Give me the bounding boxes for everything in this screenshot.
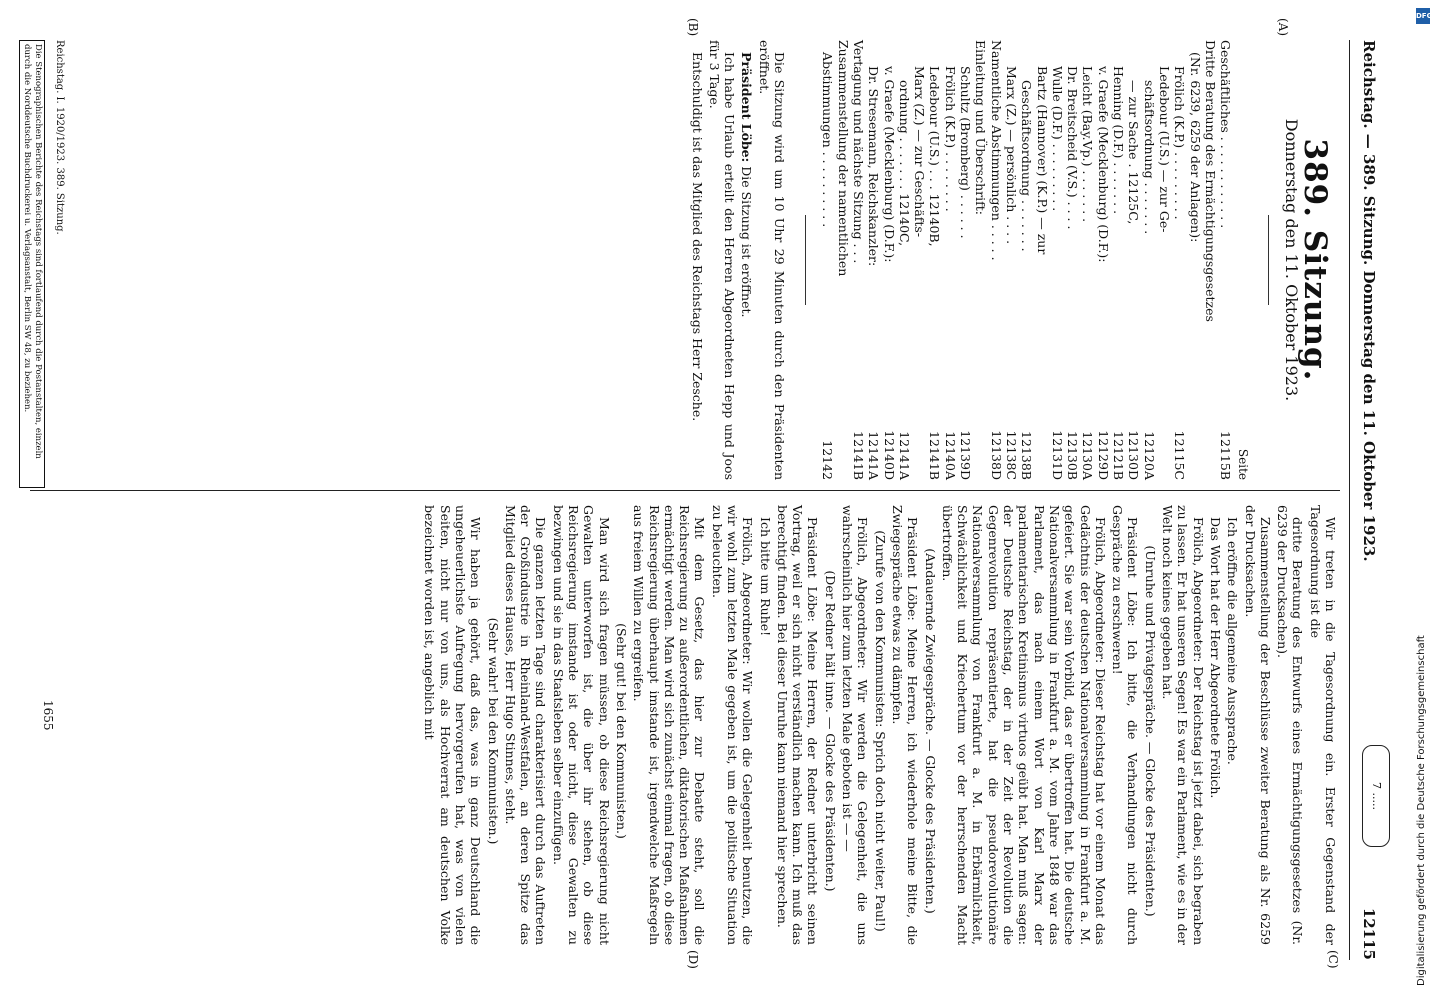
footer-notice: Die Stenographischen Berichte des Reichstags sind fortlaufend durch die Postanstalten, einzeln durch die Norddeutsche Buchdruckerei u. Verlagsanstalt, Berlin SW 48, zu beziehen.	[19, 40, 45, 488]
toc-page-ref: 12138C	[1003, 430, 1019, 480]
toc-page-ref: 12142	[820, 440, 836, 480]
toc-row	[958, 40, 973, 480]
toc-row	[1065, 40, 1080, 480]
toc-page-ref: 12130A	[1080, 431, 1096, 480]
speech-paragraph: Präsident Löbe: Ich bitte, die Verhandlungen nicht durch Gespräche zu erschweren!	[1110, 505, 1141, 945]
toc-page-ref: 12141A	[866, 431, 882, 480]
toc-page-ref: 12130B	[1065, 431, 1081, 480]
seite-label: Seite	[1236, 448, 1251, 480]
toc-entry: Dr. Breitscheid (V.S.) . . . .	[1065, 66, 1081, 230]
toc-entry: v. Graefe (Mecklenburg) (D.F.):	[881, 66, 897, 263]
left-column	[687, 40, 1333, 480]
digitization-notice	[1405, 8, 1434, 998]
speech-paragraph: Wir haben ja gehört, daß das, was in ganz Deutschland die ungeheuerlichste Aufregung hervorgerufen hat, was von vielen Seiten, nicht nur von uns, als Hochverrat am deutschen Volke bezeichnet worden ist, angeblich mit	[422, 505, 484, 945]
bottom-page-number: 1655	[41, 700, 55, 731]
toc-entry: Marx (Z.) — zur Geschäfts-	[912, 66, 928, 238]
toc-page-ref: 12121B	[1111, 431, 1127, 480]
header-left: Reichstag. — 389. Sitzung. Donnerstag den 11. Oktober 1923.	[1360, 40, 1378, 562]
toc-page-ref: 12141A	[896, 431, 912, 480]
toc-entry: Frölich (K.P.) . . . . . . . . .	[1172, 66, 1188, 220]
toc-row	[866, 40, 881, 480]
margin-marker-a: (A)	[1276, 18, 1290, 37]
toc-entry: Geschäftsordnung . . . . . . .	[1019, 80, 1035, 252]
toc-entry: Vertagung und nächste Sitzung . . .	[850, 40, 866, 264]
toc-entry: Zusammenstellung der namentlichen	[835, 40, 851, 277]
toc-page-ref: 12138B	[1019, 431, 1035, 480]
margin-marker-c: (C)	[1326, 950, 1340, 969]
toc-page-ref: 12141B	[927, 431, 943, 480]
toc-row	[973, 40, 988, 480]
digitization-text: Digitalisierung gefördert durch die Deutsche Forschungsgemeinschaft	[1416, 635, 1427, 986]
header-page-number: 12115	[1360, 907, 1378, 960]
header-rule	[1349, 40, 1350, 960]
toc-row	[1141, 40, 1156, 480]
toc-row	[835, 40, 850, 480]
speech-paragraph: Ich bitte um Ruhe!	[757, 517, 773, 637]
toc-entry: Einleitung und Überschrift:	[973, 40, 989, 215]
toc-page-ref: 12115C	[1172, 430, 1188, 480]
toc-entry: ordnung . . . . . . . 12140C,	[896, 80, 912, 247]
speech-paragraph: Frölich, Abgeordneter: Wir werden die Gelegenheit, die uns wahrscheinlich hier zum letzten Male geboten ist — —	[840, 505, 871, 945]
toc-row	[1095, 40, 1110, 480]
toc-entry: (Nr. 6239, 6259 der Anlagen):	[1187, 52, 1203, 243]
toc-entry: Henning (D.F.) . . . . . . .	[1111, 66, 1127, 215]
opening-paragraph: Die Sitzung wird um 10 Uhr 29 Minuten durch den Präsidenten eröffnet.	[756, 40, 788, 480]
toc-row	[1203, 40, 1218, 480]
speech-paragraph: Mit dem Gesetz, das hier zur Debatte steht, soll die Reichsregierung zu außerordentlichen, diktatorischen Maßnahmen ermächtigt werden. Man wird sich zunächst einmal fragen, ob diese Reichsregierung überhaupt imstande ist, irgendwelche Maßregeln aus freiem Willen zu ergreifen.	[631, 505, 708, 945]
toc-page-ref: 12115B	[1218, 431, 1234, 480]
speech-paragraph: Die ganzen letzten Tage sind charakterisiert durch das Auftreten der Großindustrie in Rheinland-Westfalen, an deren Spitze das Mitglied dieses Hauses, Herr Hugo Stinnes, steht.	[502, 505, 549, 945]
toc-row	[927, 40, 942, 480]
margin-marker-b: (B)	[686, 18, 700, 37]
table-of-contents	[820, 40, 1233, 480]
toc-row	[1218, 40, 1233, 480]
toc-entry: Leicht (Bay.Vp.) . . . . . . .	[1080, 66, 1096, 223]
toc-row	[1080, 40, 1095, 480]
toc-entry: Wulle (D.F.) . . . . . . . . .	[1049, 66, 1065, 212]
leave-paragraph: Ich habe Urlaub erteilt den Herren Abgeordneten Hepp und Joos für 3 Tage.	[706, 40, 738, 480]
toc-row	[1172, 40, 1187, 480]
speech-paragraph: Zusammenstellung der Beschlüsse zweiter Beratung als Nr. 6259 der Drucksachen.	[1242, 505, 1273, 945]
toc-entry: Frölich (K.P.) . . . . . . . .	[942, 66, 958, 212]
speech-paragraph: Frölich, Abgeordneter: Dieser Reichstag hat vor einem Monat das Gedächtnis der deutschen Nationalversammlung in Frankfurt a. M. gefeiert. Sie war sein Vorbild, das er übertroffen hat. Die deutsche Nationalversammlung in Frankfurt a. M. vom Jahre 1848 war das Parlament, das nach einem Wort von Karl Marx der parlamentarischen Kretinismus virtuos geübt hat. Man muß sagen: der Deutsche Reichstag, der in der Zeit der Revolution die Gegenrevolution repräsentierte, hat die pseudorevolutionäre Nationalversammlung von Frankfurt a. M. in Erbärmlichkeit, Schwächlichkeit und Kriechertum vor der herrschenden Macht übertroffen.	[939, 505, 1108, 945]
right-column	[420, 505, 1338, 945]
toc-row	[1111, 40, 1126, 480]
session-title: 389. Sitzung.	[1297, 138, 1333, 382]
toc-entry: Dritte Beratung des Ermächtigungsgesetzes	[1202, 40, 1218, 322]
excused-paragraph: Entschuldigt ist das Mitglied des Reichstags Herr Zesche.	[689, 52, 705, 422]
toc-row	[1019, 40, 1034, 480]
toc-page-ref: 12131D	[1049, 430, 1065, 480]
interjection: (Zurufe von den Kommunisten: Sprich doch nicht weiter, Paul!)	[872, 530, 888, 932]
speech-paragraph: Ich eröffne die allgemeine Aussprache.	[1225, 517, 1241, 765]
toc-page-ref: 12140D	[881, 430, 897, 480]
toc-row	[820, 40, 835, 480]
president-paragraph	[739, 40, 754, 480]
speech-paragraph: Das Wort hat der Herr Abgeordnete Frölich.	[1207, 517, 1223, 799]
separator	[805, 215, 806, 305]
toc-page-ref: 12130D	[1126, 430, 1142, 480]
toc-entry: Dr. Stresemann, Reichskanzler:	[866, 66, 882, 267]
speech-paragraph: dritte Beratung des Entwurfs eines Ermächtigungsgesetzes (Nr. 6239 der Drucksachen).	[1275, 505, 1306, 945]
toc-row	[942, 40, 957, 480]
toc-row	[1187, 40, 1202, 480]
toc-entry: Ledebour (U.S.) — zur Ge-	[1156, 66, 1172, 233]
toc-entry: Marx (Z.) — persönlich . . . .	[1003, 66, 1019, 245]
speech-text: Die Sitzung ist eröffnet.	[739, 162, 755, 318]
toc-entry: Schultz (Bromberg) . . . . . .	[958, 66, 974, 239]
interjection: (Sehr gut! bei den Kommunisten.)	[613, 623, 629, 839]
toc-page-ref: 12129D	[1095, 430, 1111, 480]
speech-paragraph: Präsident Löbe: Meine Herren, ich wiederhole meine Bitte, die Zwiegespräche etwas zu dämpfen.	[889, 505, 921, 945]
interjection: (Andauernde Zwiegespräche. — Glocke des Präsidenten.)	[922, 548, 938, 914]
toc-page-ref: 12120A	[1141, 431, 1157, 480]
toc-page-ref: 12139D	[958, 430, 974, 480]
toc-row	[988, 40, 1003, 480]
toc-entry: Abstimmungen . . . . . . . . . .	[820, 52, 836, 228]
toc-row	[1126, 40, 1141, 480]
margin-marker-d: (D)	[686, 950, 700, 969]
toc-row	[1034, 40, 1049, 480]
speech-paragraph: Wir treten in die Tagesordnung ein. Erster Gegenstand der Tagesordnung ist die	[1307, 505, 1338, 945]
toc-entry: v. Graefe (Mecklenburg) (D.F.):	[1095, 66, 1111, 263]
toc-page-ref: 12140A	[942, 431, 958, 480]
toc-entry: Ledebour (U.S.) . . . 12140B,	[927, 66, 943, 247]
speech-paragraph: Präsident Löbe: Meine Herren, der Redner unterbricht seinen Vortrag, weil er sich nicht verständlich machen kann. Ich muß das berechtigt finden. Bei dieser Unruhe kann niemand hier sprechen.	[774, 505, 821, 945]
toc-row	[881, 40, 896, 480]
toc-page-ref: 12138D	[988, 430, 1004, 480]
toc-row	[897, 40, 912, 480]
toc-row	[851, 40, 866, 480]
toc-page-ref: 12141B	[850, 431, 866, 480]
interjection: (Unruhe und Privatgespräche. — Glocke des Präsidenten.)	[1142, 545, 1158, 917]
interjection: (Der Redner hält inne. — Glocke des Präsidenten.)	[822, 570, 838, 892]
toc-row	[1157, 40, 1172, 480]
session-date: Donnerstag den 11. Oktober 1923.	[1281, 118, 1301, 402]
archive-stamp: 7 .....	[1362, 745, 1390, 847]
speaker-name: Präsident Löbe:	[739, 52, 755, 163]
speech-paragraph: Man wird sich fragen müssen, ob diese Reichsregierung nicht Gewalten unterworfen ist, die über ihr stehen, ob diese Reichsregierung imstande ist oder nicht, diese Gewalten zu bezwingen und sie in das Staatsleben selber einzufügen.	[550, 505, 612, 945]
separator	[1268, 215, 1269, 305]
speech-paragraph: Frölich, Abgeordneter: Wir wollen die Gelegenheit benutzen, die wir wohl zum letzten Male gegeben ist, um die politische Situation zu beleuchten.	[709, 505, 756, 945]
toc-entry: Namentliche Abstimmungen . . . . .	[988, 40, 1004, 261]
speech-paragraph: Frölich, Abgeordneter: Der Reichstag ist jetzt dabei, sich begraben zu lassen. Er hat unseren Segen! Es war ein Parlament, wie es in der Welt noch keines gegeben hat.	[1160, 505, 1206, 945]
interjection: (Sehr wahr! bei den Kommunisten.)	[485, 617, 501, 845]
toc-entry: schäftsordnung . . . . . . .	[1141, 80, 1157, 235]
toc-row	[1004, 40, 1019, 480]
toc-entry: — zur Sache . 12125C,	[1126, 80, 1142, 225]
footer-citation: Reichstag. I. 1920/1923. 389. Sitzung.	[54, 40, 65, 235]
column-divider	[30, 490, 1340, 491]
toc-row	[1050, 40, 1065, 480]
toc-entry: Geschäftliches . . . . . . . . . . . .	[1218, 40, 1234, 229]
dfg-logo: DFG	[1416, 8, 1430, 24]
toc-entry: Bartz (Hannover) (K.P.) — zur	[1034, 66, 1050, 255]
toc-row	[912, 40, 927, 480]
